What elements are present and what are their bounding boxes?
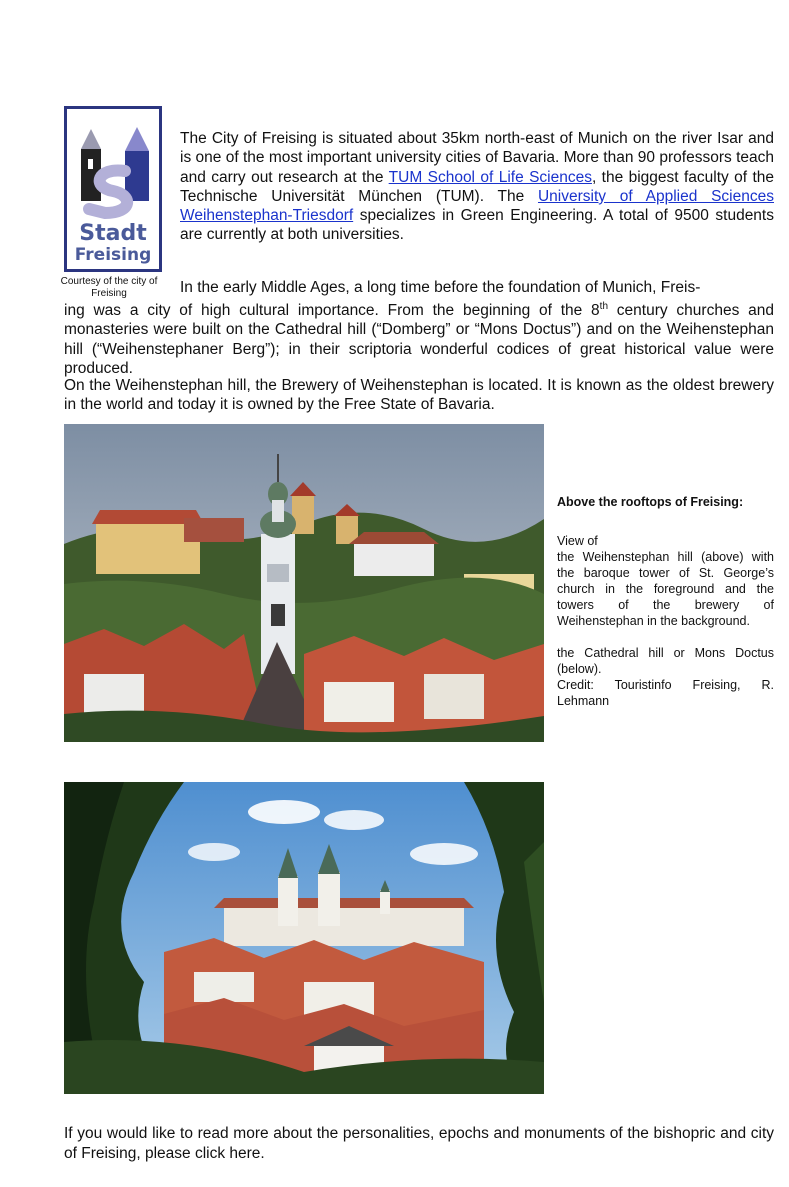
- intro-text-2: , the biggest faculty of the Technische Universität München (TUM). The: [180, 168, 774, 205]
- cathedral-hill-photo: [64, 782, 544, 1094]
- ordinal-suffix: th: [599, 301, 609, 312]
- caption-line-view: View of: [557, 534, 598, 548]
- caption-weihenstephan: the Weihenstephan hill (above) with the baroque tower of St. George’s church in the foreground and the towers of the brewery of Weihenstephan in the background.: [557, 550, 774, 628]
- caption-cathedral: the Cathedral hill or Mons Doctus (below).: [557, 646, 774, 676]
- history-rest: century churches and monasteries were built on the Cathedral hill (“Domberg” or “Mons Doctus”) and on the Weihenstephan hill (“Weihenstephaner Berg”); in their scriptoria wonderful codices of great historical value were produced.: [64, 302, 774, 378]
- closing-paragraph: If you would like to read more about the personalities, epochs and monuments of the bishopric and city of Freising, please click here.: [64, 1125, 774, 1162]
- history-line-1: In the early Middle Ages, a long time before the foundation of Munich, Freis-: [180, 279, 701, 296]
- caption-credit: Credit: Touristinfo Freising, R. Lehmann: [557, 678, 774, 708]
- logo-word-freising: Freising: [74, 245, 152, 265]
- photo-caption-title: Above the rooftops of Freising:: [557, 495, 744, 509]
- intro-paragraph: [180, 129, 774, 245]
- tum-life-sciences-link[interactable]: TUM School of Life Sciences: [388, 168, 592, 186]
- history-line-2: ing was a city of high cultural importance. From the beginning of the 8: [64, 302, 600, 320]
- intro-text-3: specializes in Green Engineering. A total of 9500 students are currently at both universities.: [180, 207, 774, 244]
- logo-caption: Courtesy of the city of Freising: [60, 276, 158, 299]
- weihenstephan-university-link[interactable]: University of Applied Sciences Weihenstephan-Triesdorf: [180, 187, 774, 225]
- logo-word-stadt: Stadt: [79, 221, 147, 246]
- brewery-paragraph: On the Weihenstephan hill, the Brewery of Weihenstephan is located. It is known as the oldest brewery in the world and today it is owned by the Free State of Bavaria.: [64, 377, 774, 414]
- city-logo: [64, 106, 162, 272]
- weihenstephan-hill-photo: [64, 424, 544, 742]
- history-paragraph: [64, 297, 774, 378]
- photo-caption-body: [557, 533, 774, 709]
- intro-text-1: The City of Freising is situated about 35km north-east of Munich on the river Isar and is one of the most important university cities of Bavaria. More than 90 professors teach and carry out research at the: [180, 130, 774, 186]
